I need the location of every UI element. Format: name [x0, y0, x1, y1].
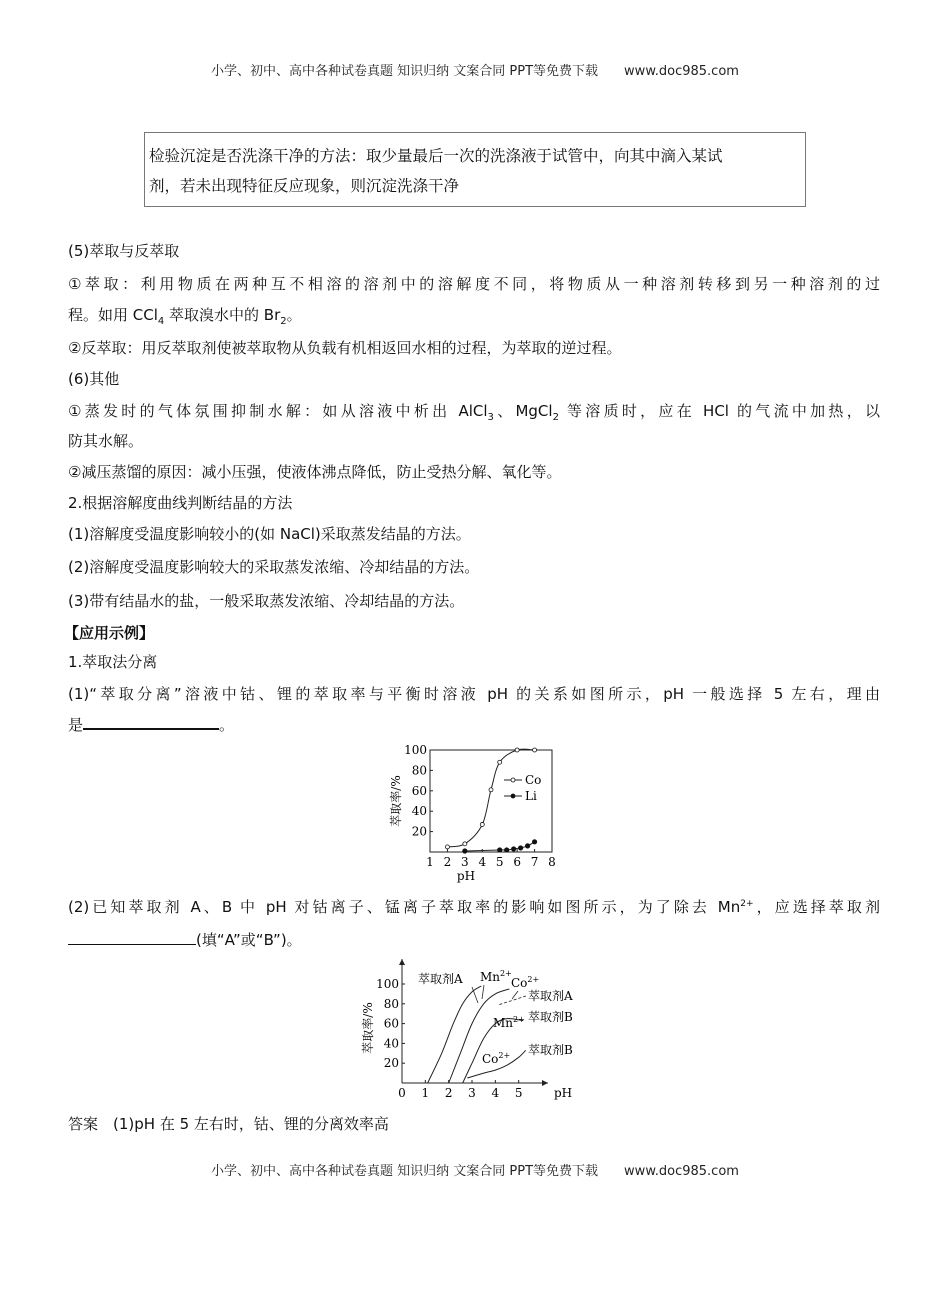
example-subheading: 1.萃取法分离: [68, 653, 158, 671]
y-tick-label: 40: [411, 804, 427, 819]
y-tick-label: 20: [411, 824, 427, 839]
y-axis-label: 萃取率/%: [361, 1002, 375, 1054]
note-line-2: 剂，若未出现特征反应现象，则沉淀洗涤干净: [149, 177, 460, 195]
series-line-2: [449, 989, 510, 1083]
label-extractant-b-lower: 萃取剂B: [528, 1043, 573, 1057]
x-tick-label: 6: [513, 855, 521, 869]
data-point-li: [532, 840, 536, 844]
x-tick-label: 4: [491, 1086, 500, 1100]
evaporation-atmosphere: ①蒸发时的气体氛围抑制水解：如从溶液中析出 AlCl$_3$、MgCl$_2$ 等溶质时，应在 HCl 的气流中加热，以: [68, 402, 880, 423]
vacuum-distillation: ②减压蒸馏的原因：减小压强，使液体沸点降低，防止受热分解、氧化等。: [68, 463, 562, 481]
page-footer: 小学、初中、高中各种试卷真题 知识归纳 文案合同 PPT等免费下载 www.doc985.com: [211, 1164, 739, 1179]
x-tick-label: 2: [443, 855, 452, 869]
data-point-co: [489, 788, 493, 792]
y-tick-label: 60: [383, 1016, 399, 1031]
x-tick-label: 8: [548, 855, 556, 869]
x-tick-label: 1: [426, 855, 434, 869]
crystal-method-1: (1)溶解度受温度影响较小的(如 NaCl)采取蒸发结晶的方法。: [68, 525, 471, 543]
x-tick-label: 5: [514, 1086, 523, 1100]
label-mn-b: $Mn^{2+}$: [493, 1015, 525, 1030]
section5-title: (5)萃取与反萃取: [68, 242, 180, 260]
data-point-co: [463, 842, 467, 846]
legend-label-co: Co: [525, 773, 542, 787]
manganese-cobalt-extraction-chart: [360, 955, 620, 1105]
y-tick-label: 40: [383, 1036, 399, 1051]
label-extractant-a-right: 萃取剂A: [528, 989, 573, 1003]
data-point-li: [463, 849, 467, 853]
extract-definition: ①萃取：利用物质在两种互不相溶的溶剂中的溶解度不同，将物质从一种溶剂转移到另一种溶剂的过: [68, 275, 880, 293]
note-line-1: 检验沉淀是否洗涤干净的方法：取少量最后一次的洗涤液于试管中，向其中滴入某试: [149, 147, 723, 165]
answer-blank-1[interactable]: [83, 728, 219, 730]
data-point-li: [511, 847, 515, 851]
x-axis-label: pH: [554, 1086, 573, 1100]
crystal-method-2: (2)溶解度受温度影响较大的采取蒸发浓缩、冷却结晶的方法。: [68, 558, 480, 576]
label-leader-co-a: [512, 991, 518, 999]
x-axis-arrow: [542, 1080, 548, 1086]
example-heading: 【应用示例】: [64, 624, 155, 642]
question-1: (1)“萃取分离”溶液中钴、锂的萃取率与平衡时溶液 pH 的关系如图所示，pH 一般选择 5 左右，理由: [68, 685, 880, 703]
data-point-co: [445, 845, 449, 849]
series-line-co: [447, 749, 534, 847]
question-1-blank-line: 是 。: [68, 716, 235, 734]
label-co-b: $Co^{2+}$: [482, 1051, 511, 1066]
x-tick-label: 4: [478, 855, 487, 869]
label-extractant-b-upper: 萃取剂B: [528, 1010, 573, 1024]
data-point-co: [498, 760, 502, 764]
y-tick-label: 100: [376, 977, 399, 991]
label-leader-mn-a: [482, 985, 484, 999]
section2-title: 2.根据溶解度曲线判断结晶的方法: [68, 494, 293, 512]
y-tick-label: 20: [383, 1056, 399, 1071]
y-tick-label: 100: [404, 743, 427, 757]
x-axis-label: pH: [456, 869, 476, 883]
evaporation-tail: 防其水解。: [68, 432, 144, 450]
label-leader-a-right: [498, 996, 526, 1005]
answer-text: 答案 (1)pH 在 5 左右时，钴、锂的分离效率高: [68, 1115, 389, 1133]
data-point-li: [504, 848, 508, 852]
x-tick-label: 7: [530, 855, 539, 869]
back-extract-definition: ②反萃取：用反萃取剂使被萃取物从负载有机相返回水相的过程，为萃取的逆过程。: [68, 339, 622, 357]
answer-blank-2[interactable]: [68, 944, 196, 945]
data-point-li: [498, 848, 502, 852]
section6-title: (6)其他: [68, 370, 120, 388]
legend-marker-li: [511, 794, 515, 798]
y-axis-arrow: [399, 959, 405, 965]
x-tick-label: 5: [495, 855, 504, 869]
data-point-co: [515, 748, 519, 752]
label-co-a: $Co^{2+}$: [511, 975, 540, 990]
extract-example: 程。如用 CCl$_4$ 萃取溴水中的 $Br_2$。: [68, 306, 302, 327]
data-point-co: [533, 748, 537, 752]
question-2-blank-line: (填“A”或“B”)。: [68, 929, 302, 950]
data-point-li: [525, 844, 529, 848]
x-tick-label: 1: [421, 1086, 430, 1100]
x-tick-label: 3: [468, 1086, 476, 1100]
page-header: 小学、初中、高中各种试卷真题 知识归纳 文案合同 PPT等免费下载 www.doc985.com: [211, 64, 739, 79]
crystal-method-3: (3)带有结晶水的盐，一般采取蒸发浓缩、冷却结晶的方法。: [68, 592, 465, 610]
label-extractant-a-top: 萃取剂A: [418, 972, 463, 986]
cobalt-lithium-extraction-chart: [380, 740, 580, 885]
y-tick-label: 80: [411, 763, 427, 778]
note-box: [144, 132, 806, 207]
y-axis-label: 萃取率/%: [389, 775, 403, 827]
question-2: (2)已知萃取剂 A、B 中 pH 对钴离子、锰离子萃取率的影响如图所示，为了除去 $Mn^{2+}$，应选择萃取剂: [68, 898, 880, 916]
x-tick-label: 2: [444, 1086, 453, 1100]
data-point-co: [480, 822, 484, 826]
y-tick-label: 80: [383, 996, 399, 1011]
legend-label-li: Li: [525, 789, 537, 803]
x-tick-label: 3: [461, 855, 469, 869]
legend-marker-co: [511, 778, 515, 782]
data-point-li: [518, 846, 522, 850]
x-tick-label: 0: [398, 1086, 406, 1100]
y-tick-label: 60: [411, 783, 427, 798]
label-mn-a: $Mn^{2+}$: [480, 969, 512, 984]
